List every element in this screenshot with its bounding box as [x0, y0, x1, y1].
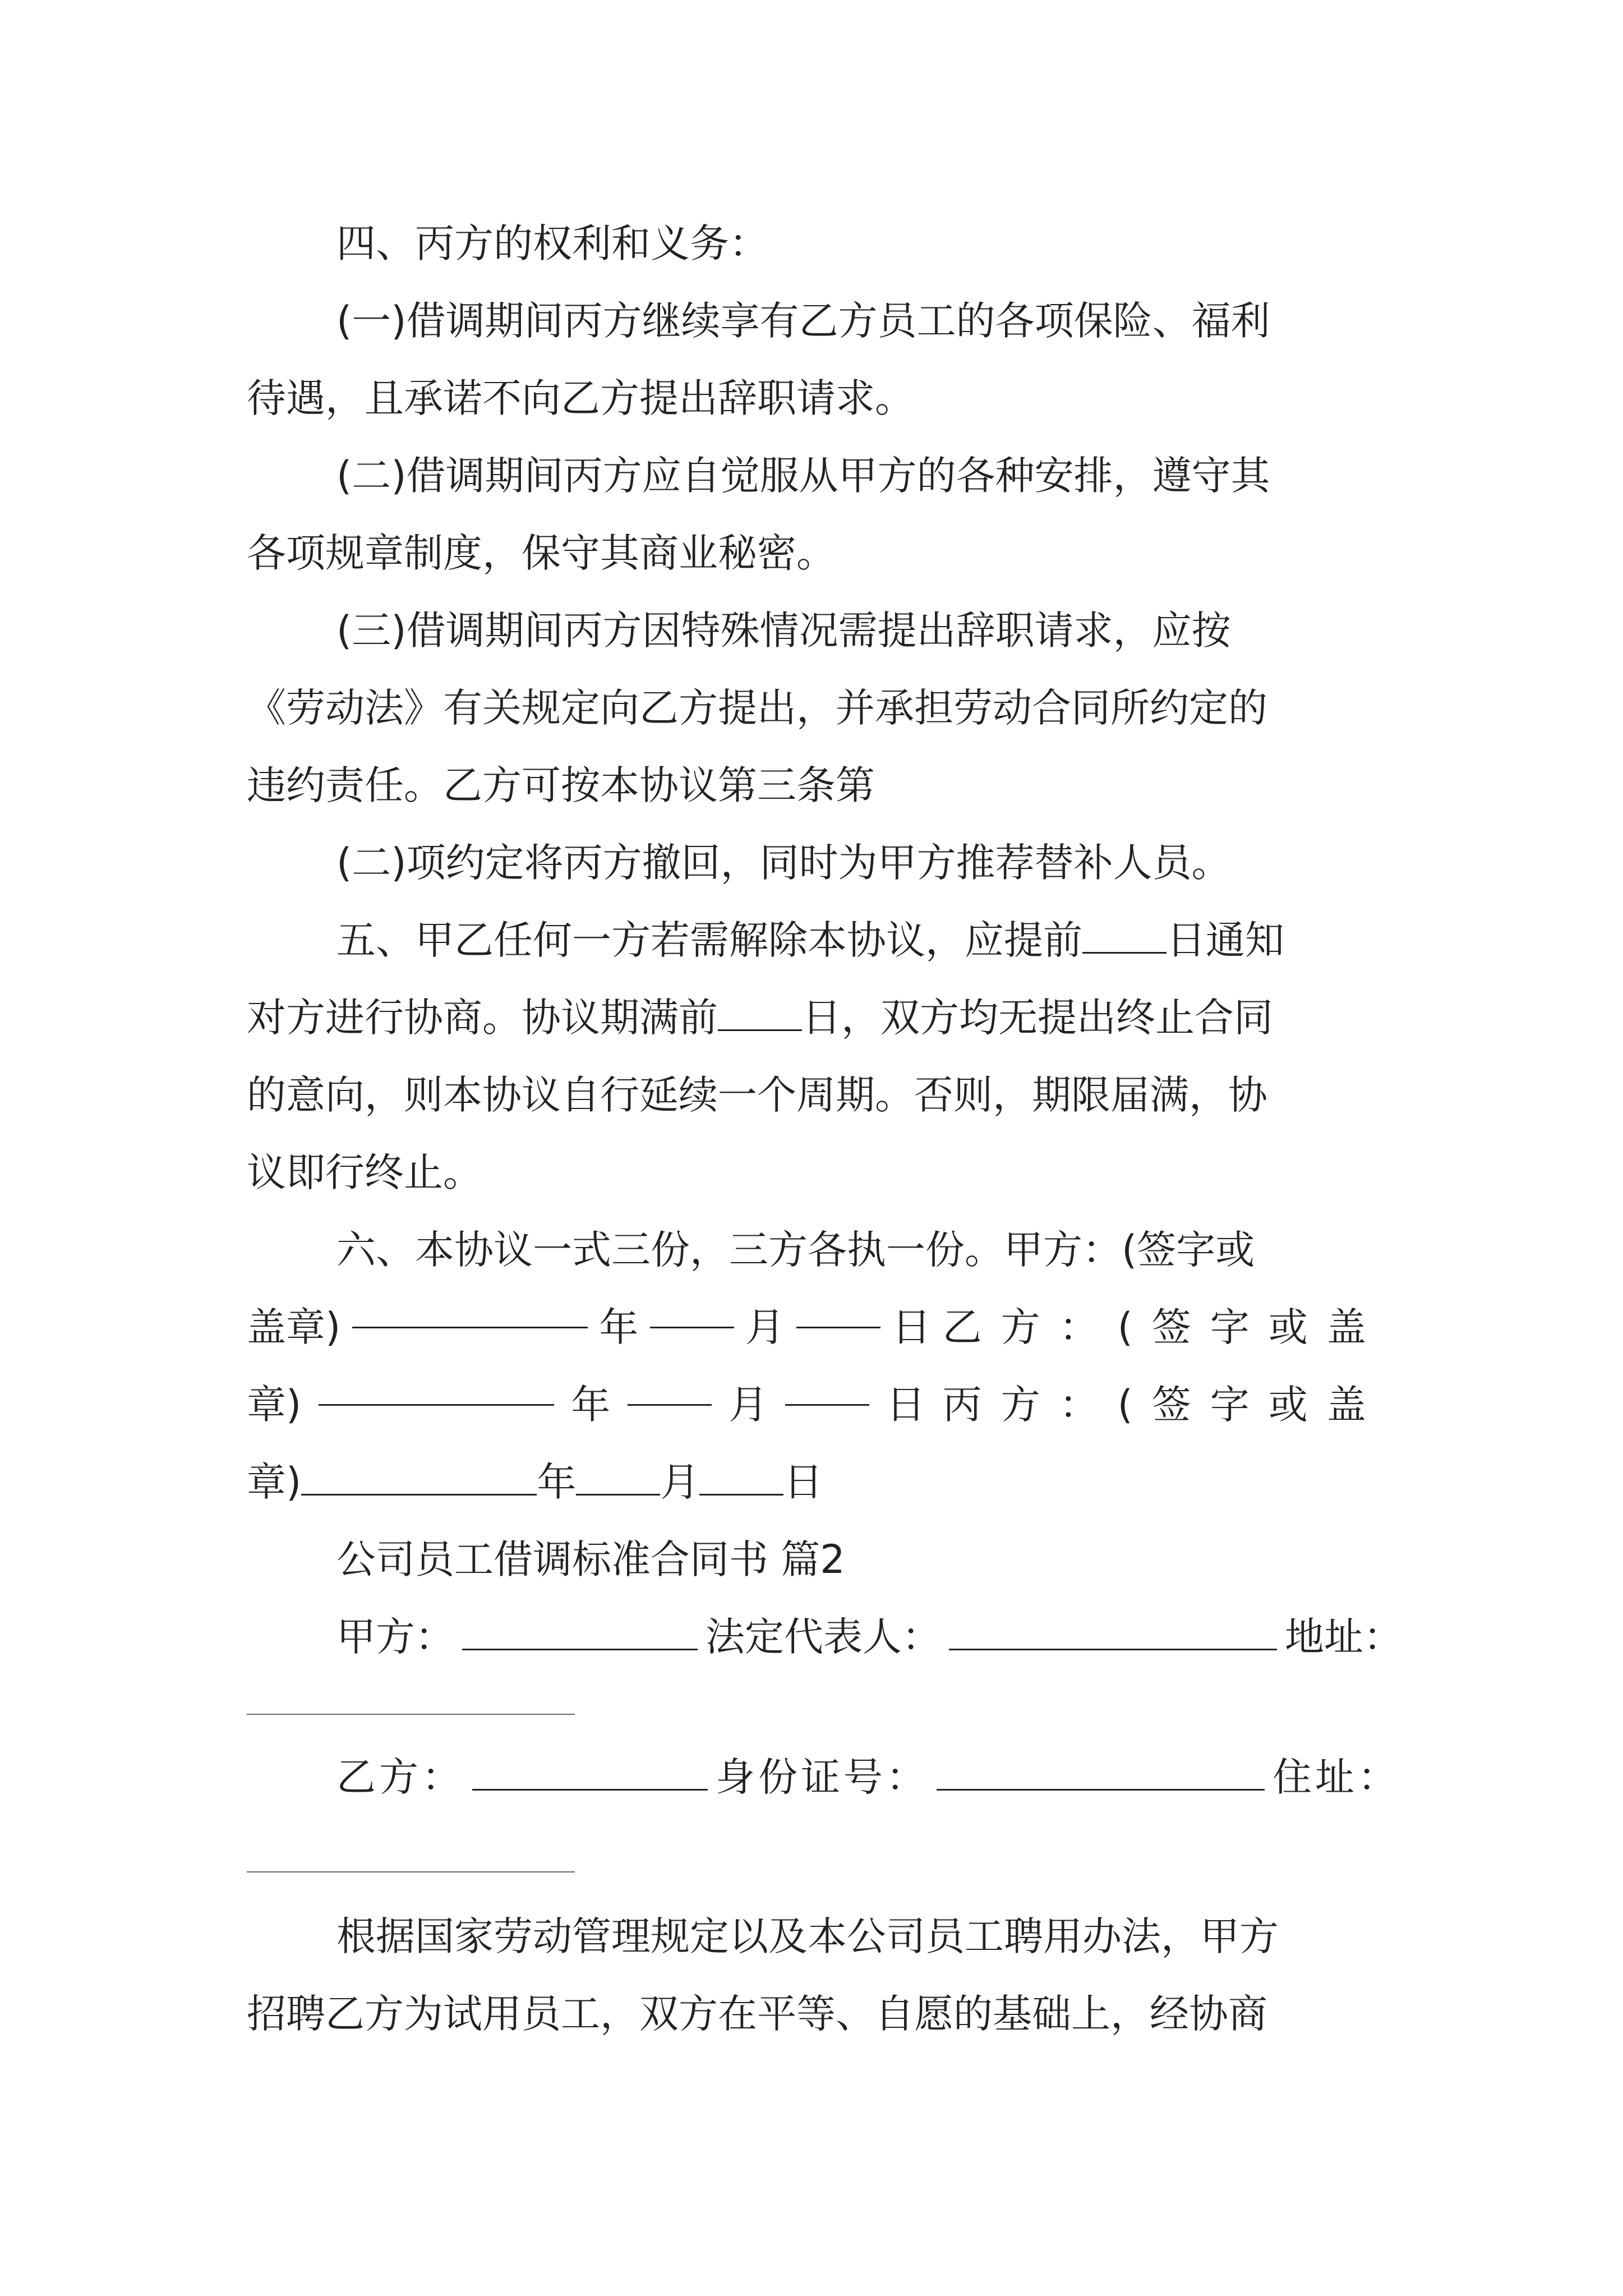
paragraph-line: 待遇，且承诺不向乙方提出辞职请求。 — [247, 375, 914, 421]
id-number-label: 身份证号： — [716, 1754, 929, 1800]
paragraph-line: 招聘乙方为试用员工，双方在平等、自愿的基础上，经协商 — [247, 1991, 1267, 2037]
clause-5-line-2 — [247, 979, 1385, 1056]
sign-label: 盖章) — [247, 1304, 341, 1350]
blank-year — [576, 1457, 660, 1496]
blank-address-b — [247, 1871, 575, 1872]
blank-signature-c — [301, 1457, 537, 1496]
sign-label: 章) — [247, 1459, 302, 1505]
paragraph-line: 《劳动法》有关规定向乙方提出，并承担劳动合同所约定的 — [247, 685, 1267, 731]
blank-days-expiry — [718, 992, 802, 1032]
paragraph-line: (一)借调期间丙方继续享有乙方员工的各项保险、福利 — [336, 298, 1270, 344]
blank-year — [650, 1289, 734, 1328]
signature-line-party-c — [247, 1444, 1385, 1520]
party-b-sign-label: 乙方：(签字或盖 — [942, 1304, 1385, 1350]
blank-id-number — [937, 1752, 1265, 1791]
clause-5-line-3: 的意向，则本协议自行延续一个周期。否则，期限届满，协 — [247, 1072, 1267, 1118]
signature-line-party-b — [247, 1366, 1385, 1443]
paragraph-line: 根据国家劳动管理规定以及本公司员工聘用办法，甲方 — [336, 1913, 1279, 1959]
paragraph-line: 各项规章制度，保守其商业秘密。 — [247, 530, 836, 576]
section-2-heading: 公司员工借调标准合同书 篇2 — [336, 1536, 845, 1582]
address-label: 地址： — [1285, 1614, 1403, 1660]
blank-month — [699, 1457, 783, 1496]
clause-5-line-4: 议即行终止。 — [247, 1149, 482, 1195]
year-label: 年 — [599, 1304, 639, 1350]
blank-legal-rep — [949, 1612, 1277, 1651]
day-label: 日 — [783, 1459, 823, 1505]
party-c-sign-label: 丙方：(签字或盖 — [942, 1382, 1385, 1428]
blank-signature-b — [319, 1366, 554, 1406]
month-label: 月 — [728, 1382, 768, 1428]
clause-5-text: 日通知 — [1166, 917, 1284, 963]
clause-5-text: 日，双方均无提出终止合同 — [802, 995, 1273, 1041]
paragraph-line: (二)项约定将丙方撤回，同时为甲方推荐替补人员。 — [336, 840, 1231, 886]
month-label: 月 — [660, 1459, 700, 1505]
residence-label: 住址： — [1272, 1754, 1400, 1800]
blank-month — [796, 1289, 880, 1328]
legal-rep-label: 法定代表人： — [706, 1614, 941, 1660]
clause-6-intro: 六、本协议一式三份，三方各执一份。甲方：(签字或 — [336, 1227, 1255, 1273]
blank-days-notice — [1082, 915, 1166, 954]
blank-address-a — [247, 1714, 575, 1715]
clause-5-line-1 — [247, 902, 1385, 978]
blank-party-a — [462, 1612, 698, 1651]
paragraph-line: 违约责任。乙方可按本协议第三条第 — [247, 762, 875, 808]
sign-label: 章) — [247, 1382, 302, 1428]
blank-month — [785, 1366, 869, 1406]
blank-year — [628, 1366, 712, 1406]
party-b-label: 乙方： — [336, 1754, 464, 1800]
day-label: 日 — [886, 1382, 926, 1428]
clause-5-text: 对方进行协商。协议期满前 — [247, 995, 718, 1041]
year-label: 年 — [537, 1459, 577, 1505]
signature-line-party-a — [247, 1289, 1385, 1365]
year-label: 年 — [571, 1382, 611, 1428]
section-4-heading: 四、丙方的权利和义务： — [336, 220, 768, 266]
party-a-line — [247, 1599, 1403, 1675]
day-label: 日 — [892, 1304, 932, 1350]
party-a-label: 甲方： — [336, 1614, 454, 1660]
month-label: 月 — [745, 1304, 785, 1350]
blank-signature-a — [352, 1289, 588, 1328]
party-b-line — [247, 1739, 1400, 1815]
paragraph-line: (二)借调期间丙方应自觉服从甲方的各种安排，遵守其 — [336, 453, 1270, 499]
paragraph-line: (三)借调期间丙方因特殊情况需提出辞职请求，应按 — [336, 608, 1231, 654]
blank-party-b — [472, 1752, 708, 1791]
clause-5-text: 五、甲乙任何一方若需解除本协议，应提前 — [336, 917, 1082, 963]
